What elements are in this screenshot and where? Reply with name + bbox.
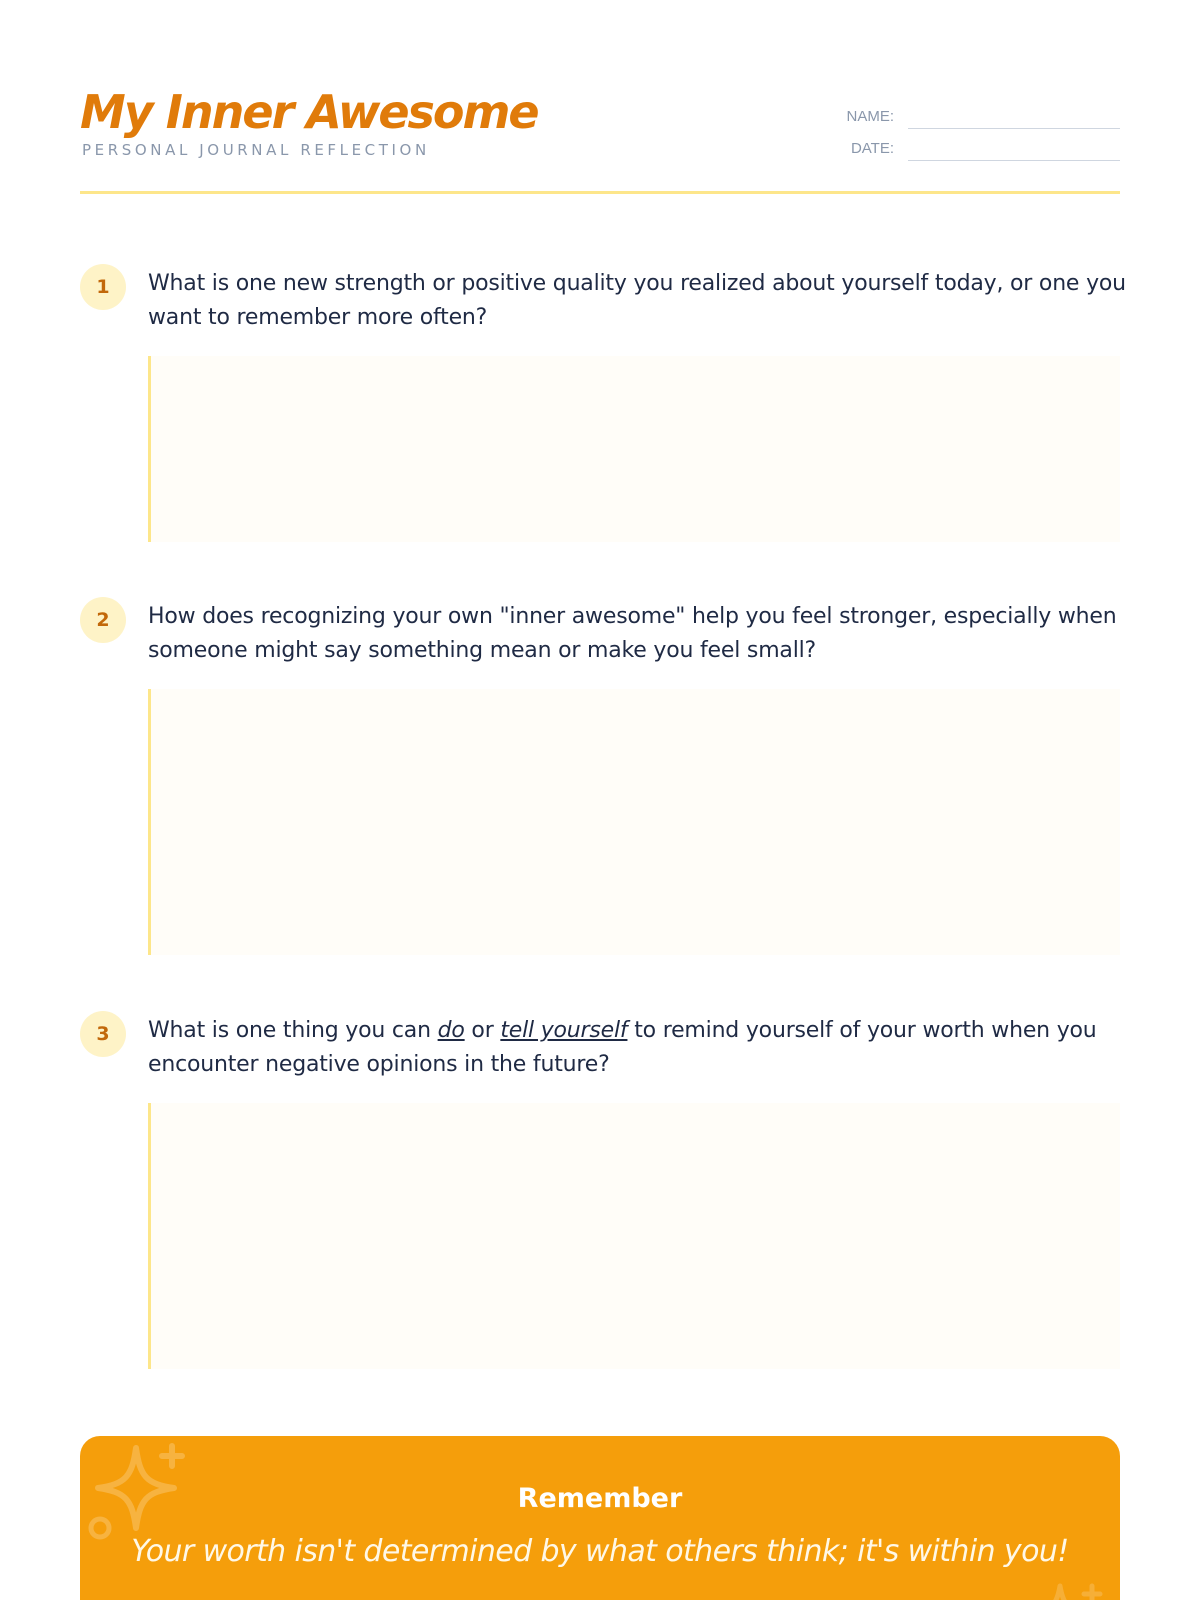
remember-title: Remember xyxy=(517,1483,683,1514)
name-field-row xyxy=(820,108,1120,140)
answer-box[interactable] xyxy=(148,356,1120,542)
question-number-badge: 2 xyxy=(80,597,126,643)
question-text-part: to remind yourself of your worth when you encounter negative opinions in the future? xyxy=(148,1018,1097,1077)
sparkle-icon xyxy=(1030,1580,1120,1600)
page-subtitle: PERSONAL JOURNAL REFLECTION xyxy=(82,141,430,159)
header xyxy=(80,80,1120,194)
question-text-part: What is one thing you can xyxy=(148,1018,438,1043)
question-text: What is one new strength or positive quality you realized about yourself today, or one you want to remember more often? xyxy=(148,271,1126,330)
date-field[interactable] xyxy=(908,160,1120,161)
question-text-part: or xyxy=(464,1018,501,1043)
question-number-badge: 1 xyxy=(80,264,126,310)
answer-box[interactable] xyxy=(148,689,1120,955)
remember-banner xyxy=(80,1436,1120,1600)
question-text: How does recognizing your own "inner awesome" help you feel stronger, especially when someone might say something mean or make you feel small? xyxy=(148,604,1117,663)
question-emphasis-tell-yourself: tell yourself xyxy=(500,1018,628,1043)
name-date-fields xyxy=(820,108,1120,172)
question-text xyxy=(148,1014,1128,1082)
name-label: NAME: xyxy=(846,108,894,125)
question-number-badge: 3 xyxy=(80,1011,126,1057)
date-label: DATE: xyxy=(850,140,894,157)
date-field-row xyxy=(820,140,1120,172)
question-emphasis-do: do xyxy=(437,1018,465,1043)
remember-text: Your worth isn't determined by what others think; it's within you! xyxy=(131,1534,1069,1569)
answer-box[interactable] xyxy=(148,1103,1120,1369)
page-title: My Inner Awesome xyxy=(80,85,538,139)
name-field[interactable] xyxy=(908,128,1120,129)
